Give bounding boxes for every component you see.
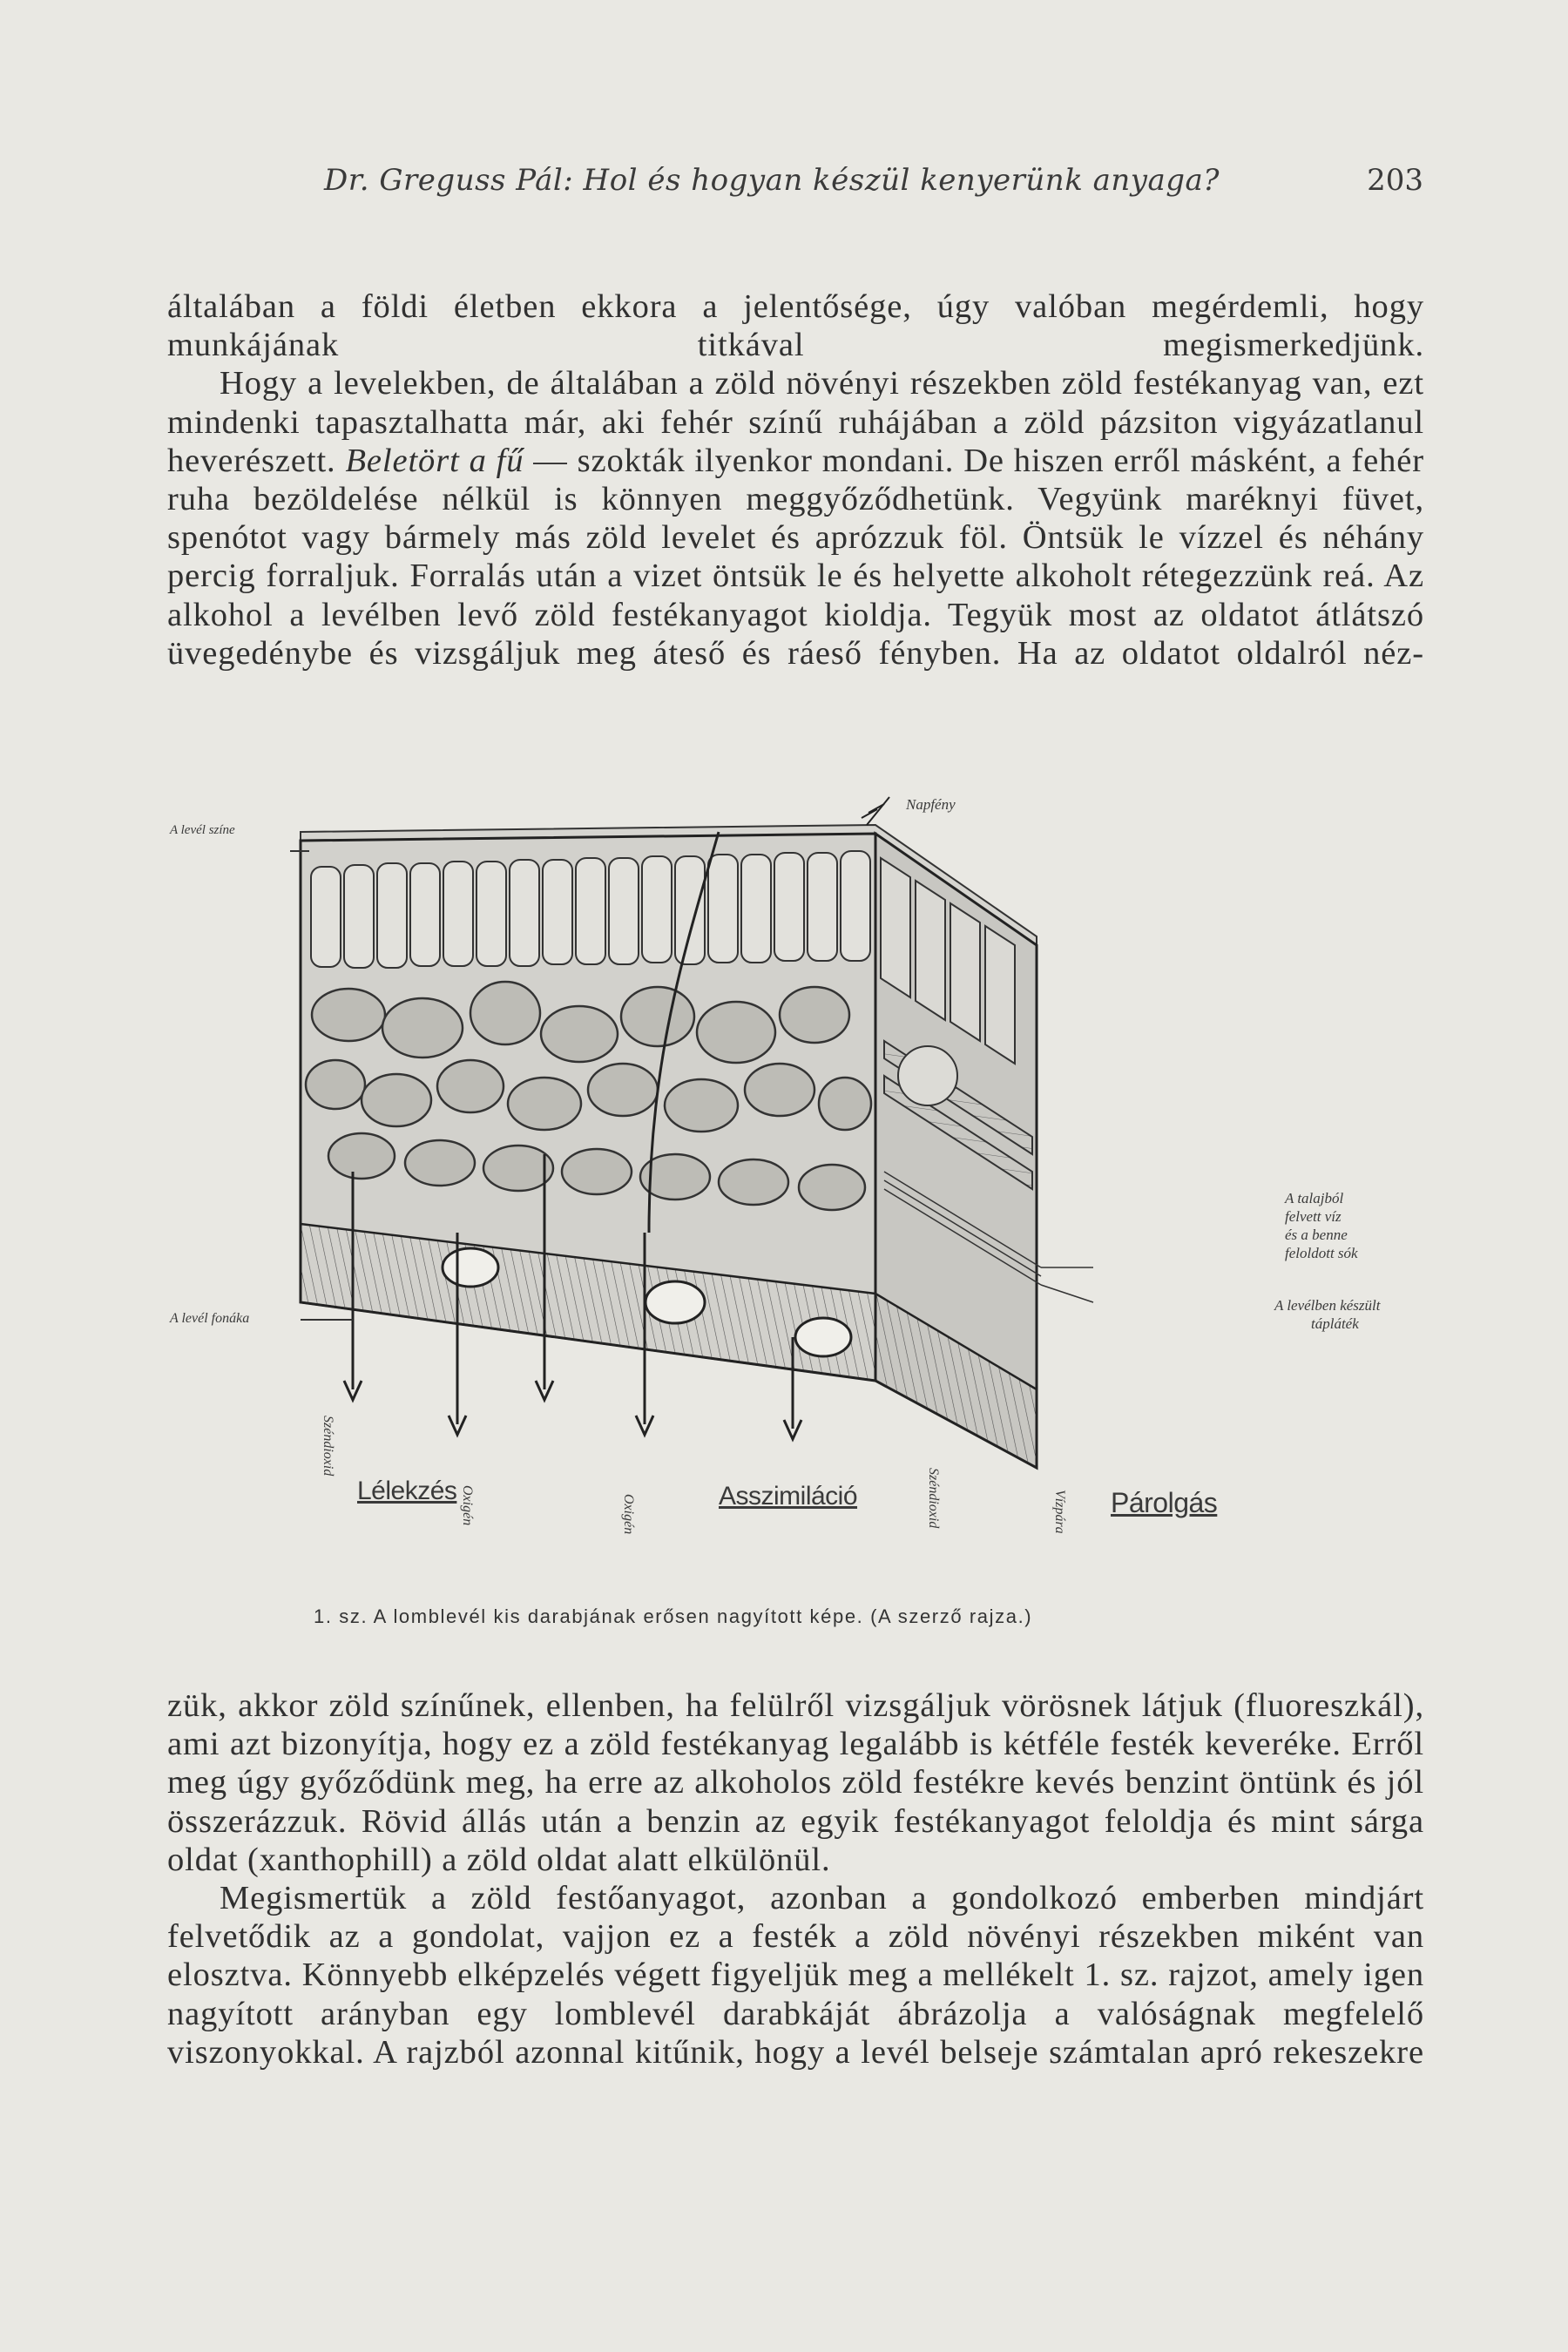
label-sunlight: Napfény [906, 796, 956, 813]
leaf-drawing [161, 780, 1433, 1581]
label-evaporation: Párolgás [1111, 1487, 1218, 1518]
palisade-cells [311, 851, 870, 968]
paragraph: Megismertük a zöld festőanyagot, azonban a gondolkozó emberben mindjárt felvetődik az a gondolat, vajjon ez a festék a zöld növényi részekben miként van elosztva. Könnyebb elképzelés végett figyeljük meg a mellékelt 1. sz. rajzot, amely igen nagyított arányban egy lomblevél darabkáját ábrázolja a valóságnak megfelelő viszonyokkal. A rajzból azonnal kitűnik, hogy a levél belseje számtalan apró rekeszekre [167, 1880, 1424, 2071]
arrow-label: Oxigén [460, 1485, 475, 1526]
text-block-top [167, 287, 1424, 672]
arrow-label: Széndioxid [926, 1468, 941, 1529]
paragraph-text: — szokták ilyenkor mondani. De hiszen erről másként, a fehér ruha bezöldelése nélkül is könnyen meggyőződhetünk. Vegyünk maréknyi füvet, spenótot vagy bármely más zöld levelet és aprózzuk föl. Öntsük le vízzel és néhány percig forraljuk. Forralás után a vizet öntsük le és helyette alkoholt rétegezzünk reá. Az alkohol a levélben levő zöld festékanyagot kioldja. Tegyük most az oldatot átlátszó üvegedénybe és vizsgáljuk meg áteső és ráeső fényben. Ha az oldatot oldalról néz- [167, 442, 1424, 672]
arrow-label: Széndioxid [321, 1416, 335, 1477]
label-food: A levélben készült tápláték [1274, 1297, 1381, 1332]
sunlight-icon [862, 797, 889, 825]
quote-text: Beletört a fű [345, 442, 524, 479]
leaf-cross-section-figure [161, 780, 1433, 1581]
arrow-label: Vízpára [1052, 1490, 1067, 1534]
vein-bundle [898, 1046, 957, 1105]
figure-caption: 1. sz. A lomblevél kis darabjának erősen nagyított képe. (A szerző rajza.) [314, 1605, 1033, 1627]
paragraph: zük, akkor zöld színűnek, ellenben, ha felülről vizsgáljuk vörösnek látjuk (fluoreszkál), ami azt bizonyítja, hogy ez a zöld festékanyag legalább is kétféle festék keveréke. Erről meg úgy győződünk meg, ha erre az alkoholos zöld festékre kevés benzint öntünk és jól összerázzuk. Rövid állás után a benzin az egyik festékanyagot feloldja és mint sárga oldat (xanthophill) a zöld oldat alatt elkülönül. [167, 1687, 1424, 1878]
text-block-bottom [167, 1686, 1424, 2072]
label-assimilation: Asszimiláció [719, 1482, 858, 1511]
label-upper-side: A levél színe [170, 823, 235, 837]
running-head [324, 159, 1423, 202]
label-lower-side: A levél fonáka [170, 1311, 250, 1326]
paragraph-text: Hogy a levelekben, de általában a zöld növényi részekben zöld festékanyag van, ezt mindenki tapasztalhatta már, aki fehér színű ruhájában a zöld pázsiton vigyázatlanul heverészett. [167, 365, 1424, 479]
label-water: A talajból felvett víz és a benne feloldott sók [1285, 1190, 1358, 1261]
paragraph [167, 364, 1424, 672]
paragraph: általában a földi életben ekkora a jelentősége, úgy valóban megérdemli, hogy munkájának titkával megismerkedjünk. [167, 288, 1424, 364]
page-number: 203 [1367, 163, 1423, 198]
label-respiration: Lélekzés [357, 1477, 457, 1505]
running-title: Dr. Greguss Pál: Hol és hogyan készül kenyerünk anyaga? [324, 163, 1220, 198]
arrow-label: Oxigén [621, 1494, 636, 1535]
